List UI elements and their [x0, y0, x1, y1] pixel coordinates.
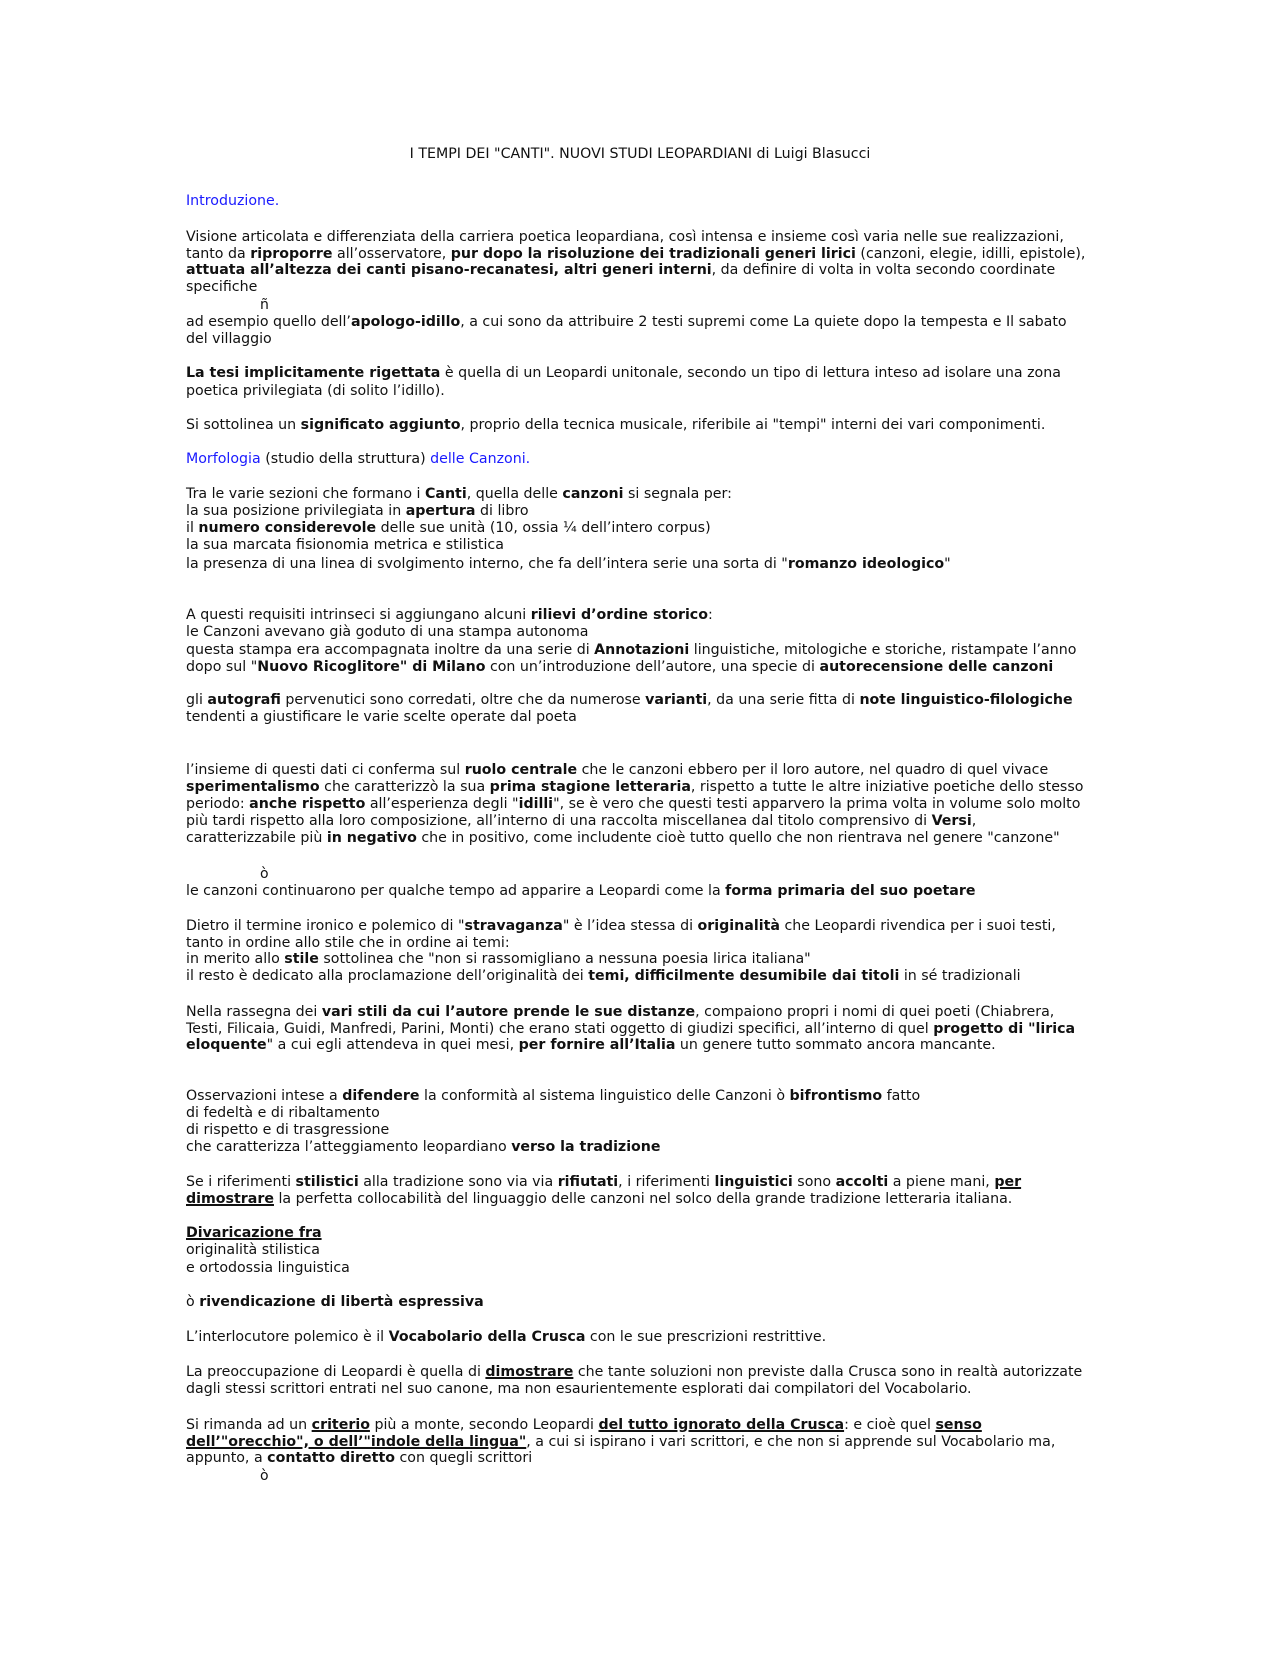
section-heading-introduzione: Introduzione.: [186, 193, 280, 209]
arrow-right-icon: ò: [260, 866, 269, 882]
list-item: e ortodossia linguistica: [186, 1260, 350, 1276]
list-item: questa stampa era accompagnata inoltre da una serie di Annotazioni linguistiche, mitologiche e storiche, ristampate l’anno dopo sul "Nuovo Ricoglitore" di Milano con un’introduzione dell’autore, una specie di autorecensione delle canzoni: [186, 642, 1077, 675]
list-item: la sua posizione privilegiata in apertura di libro: [186, 503, 529, 519]
list-item: il resto è dedicato alla proclamazione dell’originalità dei temi, difficilmente desumibile dai titoli in sé tradizionali: [186, 968, 1021, 984]
paragraph-preoccupazione: La preoccupazione di Leopardi è quella di dimostrare che tante soluzioni non previste dalla Crusca sono in realtà autorizzate dagli stessi scrittori entrati nel suo canone, ma non esaurientemente esplorati dai compilatori del Vocabolario.: [186, 1364, 1083, 1397]
list-item: la sua marcata fisionomia metrica e stilistica: [186, 537, 504, 553]
paragraph-riferimenti: Se i riferimenti stilistici alla tradizione sono via via rifiutati, i riferimenti linguistici sono accolti a piene mani, per dimostrare la perfetta collocabilità del linguaggio delle canzoni nel solco della grande tradizione letteraria italiana.: [186, 1174, 1022, 1207]
paragraph-requisiti: A questi requisiti intrinseci si aggiungano alcuni rilievi d’ordine storico:: [186, 607, 713, 623]
paragraph-divaricazione-heading: Divaricazione fra: [186, 1225, 322, 1241]
paragraph-insieme: l’insieme di questi dati ci conferma sul ruolo centrale che le canzoni ebbero per il loro autore, nel quadro di quel vivace sperimentalismo che caratterizzò la sua prima stagione letteraria, rispetto a tutte le altre iniziative poetiche dello stesso periodo: anche rispetto all’esperienza degli "idilli", se è vero che questi testi apparvero la prima volta in volume solo molto più tardi rispetto alla loro composizione, all’interno di una raccolta miscellanea dal titolo comprensivo di Versi, caratterizzabile più in negativo che in positivo, come includente cioè tutto quello che non rientrava nel genere "canzone": [186, 762, 1084, 846]
paragraph-significato: Si sottolinea un significato aggiunto, proprio della tecnica musicale, riferibile ai "tempi" interni dei vari componimenti.: [186, 417, 1046, 433]
list-item: che caratterizza l’atteggiamento leopardiano verso la tradizione: [186, 1139, 661, 1155]
paragraph-rivendicazione: ò rivendicazione di libertà espressiva: [186, 1294, 484, 1310]
paragraph-interlocutore: L’interlocutore polemico è il Vocabolario della Crusca con le sue prescrizioni restrittive.: [186, 1329, 827, 1345]
list-item: di rispetto e di trasgressione: [186, 1122, 390, 1138]
list-item: le Canzoni avevano già goduto di una stampa autonoma: [186, 624, 589, 640]
list-item: il numero considerevole delle sue unità (10, ossia ¼ dell’intero corpus): [186, 520, 711, 536]
paragraph-tesi: La tesi implicitamente rigettata è quella di un Leopardi unitonale, secondo un tipo di lettura inteso ad isolare una zona poetica privilegiata (di solito l’idillo).: [186, 365, 1061, 399]
paragraph-rassegna: Nella rassegna dei vari stili da cui l’autore prende le sue distanze, compaiono propri i nomi di quei poeti (Chiabrera, Testi, Filicaia, Guidi, Manfredi, Parini, Monti) che erano stati oggetto di giudizi specifici, all’interno di quel progetto di "lirica eloquente" a cui egli attendeva in quei mesi, per fornire all’Italia un genere tutto sommato ancora mancante.: [186, 1004, 1076, 1054]
section-heading-morfologia: Morfologia (studio della struttura) delle Canzoni.: [186, 451, 531, 467]
arrow-right-icon: ò: [260, 1468, 269, 1484]
list-item: gli autografi pervenutici sono corredati, oltre che da numerose varianti, da una serie fitta di note linguistico-filologiche tendenti a giustificare le varie scelte operate dal poeta: [186, 692, 1073, 725]
paragraph-criterio: Si rimanda ad un criterio più a monte, secondo Leopardi del tutto ignorato della Crusca: e cioè quel senso dell’"orecchio", o dell’"indole della lingua", a cui si ispirano i vari scrittori, e che non si apprende sul Vocabolario ma, appunto, a contatto diretto con quegli scrittori: [186, 1417, 1056, 1467]
paragraph-sezioni: Tra le varie sezioni che formano i Canti, quella delle canzoni si segnala per:: [186, 486, 732, 502]
list-item: la presenza di una linea di svolgimento interno, che fa dell’intera serie una sorta di "romanzo ideologico": [186, 556, 951, 572]
paragraph-visione: Visione articolata e differenziata della carriera poetica leopardiana, così intensa e insieme così varia nelle sue realizzazioni, tanto da riproporre all’osservatore, pur dopo la risoluzione dei tradizionali generi lirici (canzoni, elegie, idilli, epistole), attuata all’altezza dei canti pisano-recanatesi, altri generi interni, da definire di volta in volta secondo coordinate specifiche: [186, 229, 1086, 295]
paragraph-osservazioni: Osservazioni intese a difendere la conformità al sistema linguistico delle Canzoni ò bifrontismo fatto: [186, 1088, 921, 1104]
document-title: I TEMPI DEI "CANTI". NUOVI STUDI LEOPARDIANI di Luigi Blasucci: [409, 146, 871, 162]
list-item: in merito allo stile sottolinea che "non si rassomigliano a nessuna poesia lirica italiana": [186, 951, 811, 967]
list-item: originalità stilistica: [186, 1242, 320, 1258]
paragraph-forma-primaria: le canzoni continuarono per qualche tempo ad apparire a Leopardi come la forma primaria del suo poetare: [186, 883, 976, 899]
list-item: di fedeltà e di ribaltamento: [186, 1105, 380, 1121]
arrow-down-icon: ñ: [260, 297, 269, 313]
paragraph-apologo: ad esempio quello dell’apologo-idillo, a cui sono da attribuire 2 testi supremi come La quiete dopo la tempesta e Il sabato del villaggio: [186, 314, 1067, 347]
paragraph-stravaganza: Dietro il termine ironico e polemico di "stravaganza" è l’idea stessa di originalità che Leopardi rivendica per i suoi testi, tanto in ordine allo stile che in ordine ai temi:: [186, 918, 1056, 951]
